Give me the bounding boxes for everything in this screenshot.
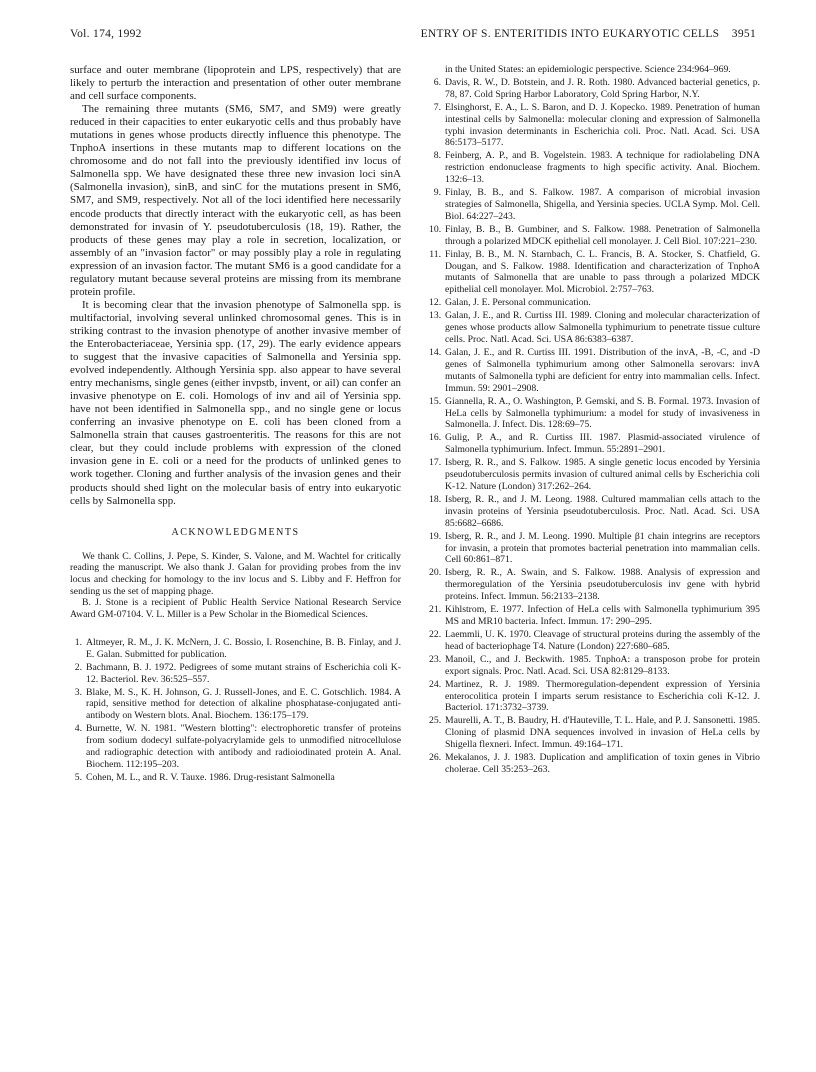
reference-item <box>70 772 401 784</box>
reference-number: 1. <box>74 636 82 648</box>
reference-item <box>429 150 760 186</box>
reference-item <box>429 432 760 456</box>
reference-text: Cohen, M. L., and R. V. Tauxe. 1986. Drug-resistant Salmonella <box>86 771 335 783</box>
reference-text: Manoil, C., and J. Beckwith. 1985. TnphoA: a transposon probe for protein export signals. Proc. Natl. Acad. Sci. USA 82:8129–8133. <box>445 653 760 677</box>
acknowledgments-heading: ACKNOWLEDGMENTS <box>171 526 300 538</box>
reference-number: 9. <box>433 187 441 199</box>
reference-item <box>429 297 760 309</box>
reference-number: 22. <box>429 629 442 640</box>
reference-number: 20. <box>429 567 442 579</box>
reference-number: 19. <box>429 530 442 542</box>
reference-number: 10. <box>429 223 442 235</box>
reference-text: Burnette, W. N. 1981. "Western blotting": electrophoretic transfer of proteins from sodium dodecyl sulfate-polyacrylamide gels to unmodified nitrocellulose and radiographic detection with antibody and radioiodinated protein A. Anal. Biochem. 112:195–203. <box>86 723 401 770</box>
reference-text: Elsinghorst, E. A., L. S. Baron, and D. J. Kopecko. 1989. Penetration of human intestinal cells by Salmonella: molecular cloning and expression of Salmonella typhi invasion determinants in Escherichia coli. Proc. Natl. Acad. Sci. USA 86:5173–5177. <box>445 101 760 149</box>
reference-item <box>429 224 760 248</box>
reference-number: 7. <box>433 101 441 113</box>
reference-text: Mekalanos, J. J. 1983. Duplication and amplification of toxin genes in Vibrio cholerae. Cell 35:253–263. <box>445 752 760 776</box>
reference-number: 15. <box>429 395 442 407</box>
right-column <box>429 64 760 777</box>
reference-continuation: in the United States: an epidemiologic perspective. Science 234:964–969. <box>445 64 731 75</box>
reference-text: Isberg, R. R., and J. M. Leong. 1990. Multiple β1 chain integrins are receptors for invasin, a protein that promotes bacterial penetration into mammalian cells. Cell 60:861–871. <box>445 530 760 566</box>
left-column <box>70 64 401 785</box>
reference-text: Galan, J. E., and R. Curtiss III. 1991. Distribution of the invA, -B, -C, and -D genes of Salmonella typhimurium among other Salmonella serovars: invA mutants of Salmonella typhi are deficient for entry into mammalian cells. Infect. Immun. 59: 2901–2908. <box>445 347 760 394</box>
reference-number: 12. <box>429 297 442 309</box>
reference-text: Laemmli, U. K. 1970. Cleavage of structural proteins during the assembly of the head of bacteriophage T4. Nature (London) 227:680–685. <box>445 629 760 652</box>
reference-item <box>429 102 760 149</box>
reference-item <box>429 531 760 567</box>
reference-item <box>429 187 760 223</box>
reference-item <box>429 604 760 628</box>
reference-item <box>429 654 760 678</box>
reference-item <box>429 679 760 715</box>
reference-text: Maurelli, A. T., B. Baudry, H. d'Hauteville, T. L. Hale, and P. J. Sansonetti. 1985. Cloning of plasmid DNA sequences involved in invasion of HeLa cells by Shigella flexneri. Infect. Immun. 49:164–171. <box>445 715 760 751</box>
reference-number: 24. <box>429 678 442 690</box>
reference-number: 2. <box>74 661 82 673</box>
reference-number: 11. <box>429 248 441 260</box>
reference-number: 21. <box>429 604 442 616</box>
reference-text: Finlay, B. B., and S. Falkow. 1987. A comparison of microbial invasion strategies of Salmonella, Shigella, and Yersinia species. UCLA Symp. Mol. Cell. Biol. 64:227–243. <box>445 187 760 222</box>
reference-number: 5. <box>74 771 82 783</box>
body-paragraph-3: It is becoming clear that the invasion phenotype of Salmonella spp. is multifactorial, involving several unlinked chromosomal genes. This is in striking contrast to the invasion phenotype of another invasive member of the Enterobacteriaceae, Yersinia spp. (17, 29). The early evidence appears to suggest that the invasive capacities of Salmonella and Yersinia spp. evolved independently. Although Yersinia spp. also appear to have several entry mechanisms, single genes (either invpstb, invent, or ail) can confer an invasive phenotype on E. coli. Homologs of inv and ail of Yersinia spp. have not been identified in Salmonella spp., and no single gene or locus conferring an invasive phenotype on E. coli has been cloned from a Salmonella strain that causes gastroenteritis. The reasons for this are not clear, but they could include problems with expression of the cloned invasion gene in E. coli or a need for the products of unlinked genes to work together. Cloning and further analysis of the invasion genes and their products should shed light on the molecular basis of entry into eukaryotic cells by Salmonella spp. <box>70 298 401 507</box>
reference-text: Isberg, R. R., and J. M. Leong. 1988. Cultured mammalian cells attach to the invasin proteins of Yersinia pseudotuberculosis. Proc. Natl. Acad. Sci. USA 85:6682–6686. <box>445 493 760 529</box>
reference-item <box>429 715 760 751</box>
reference-item <box>429 396 760 432</box>
reference-list-left <box>70 637 401 784</box>
reference-text: Isberg, R. R., A. Swain, and S. Falkow. 1988. Analysis of expression and thermoregulation of the Yersinia pseudotuberculosis inv gene with hybrid proteins. Infect. Immun. 56:2133–2138. <box>445 567 760 603</box>
reference-text: Galan, J. E. Personal communication. <box>445 297 591 309</box>
reference-item <box>429 567 760 603</box>
reference-number: 3. <box>74 686 82 698</box>
reference-text: Blake, M. S., K. H. Johnson, G. J. Russell-Jones, and E. C. Gotschlich. 1984. A rapid, sensitive method for detection of alkaline phosphatase-conjugated anti-antibody on Western blots. Anal. Biochem. 136:175–179. <box>86 686 401 722</box>
reference-text: Kihlstrom, E. 1977. Infection of HeLa cells with Salmonella typhimurium 395 MS and MR10 bacteria. Infect. Immun. 17: 290–295. <box>445 604 760 627</box>
reference-text: Galan, J. E., and R. Curtiss III. 1989. Cloning and molecular characterization of genes whose products allow Salmonella typhimurium to penetrate tissue culture cells. Proc. Natl. Acad. Sci. USA 86:6383–6387. <box>445 310 760 346</box>
reference-item <box>70 687 401 723</box>
reference-item <box>429 310 760 346</box>
reference-text: Bachmann, B. J. 1972. Pedigrees of some mutant strains of Escherichia coli K-12. Bacteriol. Rev. 36:525–557. <box>86 661 401 685</box>
reference-item <box>70 723 401 770</box>
reference-number: 14. <box>429 347 442 359</box>
acknowledgments-paragraph-2: B. J. Stone is a recipient of Public Health Service National Research Service Award GM-07104. V. L. Miller is a Pew Scholar in the Biomedical Sciences. <box>70 597 401 621</box>
reference-number: 25. <box>429 715 442 727</box>
reference-number: 23. <box>429 653 442 665</box>
reference-item <box>429 77 760 101</box>
acknowledgments-paragraph-1: We thank C. Collins, J. Pepe, S. Kinder, S. Valone, and M. Wachtel for critically reading the manuscript. We also thank J. Galan for providing probes from the inv locus and checking for homology to the inv locus and S. Libby and F. Heffron for sending us the set of mapping phage. <box>70 550 401 597</box>
reference-number: 18. <box>429 493 442 505</box>
reference-number: 6. <box>433 77 441 89</box>
reference-number: 26. <box>429 752 442 764</box>
running-title: ENTRY OF S. ENTERITIDIS INTO EUKARYOTIC CELLS <box>420 28 720 40</box>
reference-number: 4. <box>74 723 82 735</box>
reference-item <box>70 637 401 661</box>
reference-text: Gulig, P. A., and R. Curtiss III. 1987. Plasmid-associated virulence of Salmonella typhimurium. Infect. Immun. 55:2891–2901. <box>445 432 760 456</box>
reference-number: 13. <box>429 310 442 322</box>
reference-text: Finlay, B. B., B. Gumbiner, and S. Falkow. 1988. Penetration of Salmonella through a polarized MDCK epithelial cell monolayer. J. Cell Biol. 107:221–230. <box>445 223 760 247</box>
reference-number: 17. <box>429 457 442 469</box>
reference-item <box>70 662 401 686</box>
reference-text: Altmeyer, R. M., J. K. McNern, J. C. Bossio, I. Rosenchine, B. B. Finlay, and J. E. Galan. Submitted for publication. <box>86 636 401 660</box>
volume-label: Vol. 174, 1992 <box>70 28 142 40</box>
reference-item <box>429 494 760 530</box>
reference-item <box>429 752 760 776</box>
body-paragraph-1: surface and outer membrane (lipoprotein and LPS, respectively) that are likely to perturb the interaction and presentation of other outer membrane and cell surface components. <box>70 64 401 103</box>
reference-number: 8. <box>433 150 441 162</box>
reference-text: Davis, R. W., D. Botstein, and J. R. Roth. 1980. Advanced bacterial genetics, p. 78, 87. Cold Spring Harbor Laboratory, Cold Spring Harbor, N.Y. <box>445 77 760 100</box>
reference-text: Martinez, R. J. 1989. Thermoregulation-dependent expression of Yersinia enterocolitica protein I imparts serum resistance to Escherichia coli K-12. J. Bacteriol. 171:3732–3739. <box>445 678 760 714</box>
reference-item <box>429 457 760 493</box>
reference-item <box>429 347 760 394</box>
page-number: 3951 <box>731 28 756 40</box>
reference-text: Giannella, R. A., O. Washington, P. Gemski, and S. B. Formal. 1973. Invasion of HeLa cells by Salmonella typhimurium: a model for study of invasiveness in Salmonella. J. Infect. Dis. 128:69–75. <box>445 395 760 431</box>
reference-number: 16. <box>429 432 442 444</box>
body-paragraph-2: The remaining three mutants (SM6, SM7, and SM9) were greatly reduced in their capacities to enter eukaryotic cells and thus probably have mutations in genes whose products directly influence this phenotype. The TnphoA insertions in these mutants map to different locations on the chromosome and do not fall into the previously identified inv locus of Salmonella spp. We have designated these three new invasion loci sinA (Salmonella invasion), sinB, and sinC for the mutations present in SM6, SM7, and SM9, respectively. Not all of the loci identified here necessarily encode products that directly interact with the eukaryotic cell, as has been demonstrated for invasin of Y. pseudotuberculosis (18, 19). Rather, the products of these genes may play a role in secretion, localization, or assembly of an "invasion factor" or may possibly play a role in regulating expression of an invasion factor. The mutant SM6 is a good candidate for a regulatory mutant because several proteins are missing from its membrane protein profile. <box>70 103 401 298</box>
reference-text: Finlay, B. B., M. N. Starnbach, C. L. Francis, B. A. Stocker, S. Chatfield, G. Dougan, and S. Falkow. 1988. Identification and characterization of TnphoA mutants of Salmonella that are unable to pass through a polarized MDCK epithelial cell monolayer. Mol. Microbiol. 2:757–763. <box>445 248 760 296</box>
reference-item <box>429 249 760 296</box>
reference-item <box>429 629 760 653</box>
reference-text: Feinberg, A. P., and B. Vogelstein. 1983. A technique for radiolabeling DNA restriction endonuclease fragments to high specific activity. Anal. Biochem. 132:6–13. <box>445 150 760 186</box>
acknowledgments-section <box>70 551 401 621</box>
reference-list-right <box>429 77 760 776</box>
reference-text: Isberg, R. R., and S. Falkow. 1985. A single genetic locus encoded by Yersinia pseudotuberculosis permits invasion of cultured animal cells by Escherichia coli K-12. Nature (London) 317:262–264. <box>445 457 760 492</box>
